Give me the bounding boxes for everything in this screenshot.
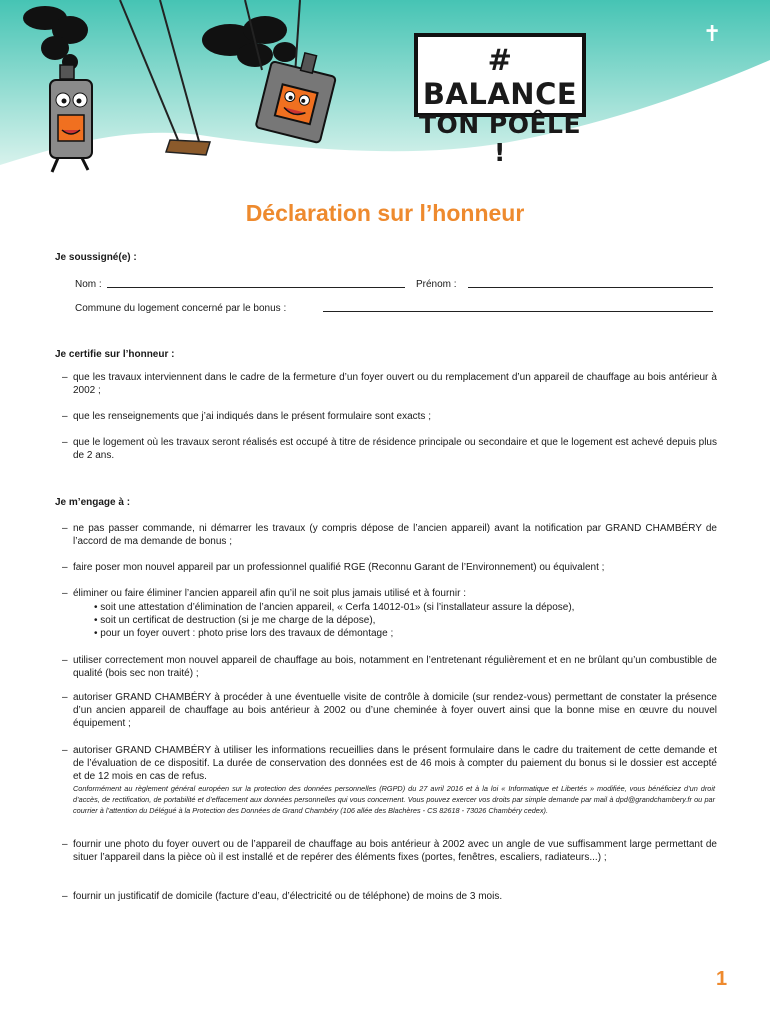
- stove-character-left: [50, 65, 92, 172]
- nom-field[interactable]: [107, 278, 405, 288]
- nom-label: Nom :: [75, 279, 102, 290]
- list-item: – fournir un justificatif de domicile (facture d’eau, d’électricité ou de téléphone) de moins de 3 mois.: [62, 891, 503, 902]
- list-item: – autoriser GRAND CHAMBÉRY à procéder à une éventuelle visite de contrôle à domicile (sur rendez-vous) permettant de constater la présence d’un ancien appareil de chauffage au bois antérieur à 2002 ou d’une cheminée à foyer ouvert ainsi que la bonne mise en œuvre du nouvel équipement ;: [62, 692, 717, 729]
- prenom-label: Prénom :: [416, 279, 457, 290]
- list-item: – autoriser GRAND CHAMBÉRY à utiliser les informations recueillies dans le présent formulaire dans le cadre du traitement de cette demande et de l’évaluation de ce dispositif. La durée de conservation des données est de 46 mois à compter du paiement du bonus si le dossier est accepté et de 12 mois en cas de refus.: [62, 745, 717, 782]
- list-item: – éliminer ou faire éliminer l’ancien appareil afin qu’il ne soit plus jamais utilisé et à fournir :: [62, 588, 466, 599]
- logo-line-2: TON POÊLE !: [418, 110, 582, 167]
- campaign-logo: [414, 33, 586, 167]
- cross-icon: ✝: [703, 22, 722, 47]
- sub-list-item: • pour un foyer ouvert : photo prise lors des travaux de démontage ;: [94, 628, 394, 639]
- certify-heading: Je certifie sur l’honneur :: [55, 349, 175, 360]
- commune-label: Commune du logement concerné par le bonus :: [75, 303, 287, 314]
- logo-line-1: # BALANCE: [422, 43, 578, 111]
- list-item: – faire poser mon nouvel appareil par un professionnel qualifié RGE (Reconnu Garant de l’Environnement) ou équivalent ;: [62, 562, 605, 573]
- page-number: 1: [716, 968, 728, 990]
- engage-heading: Je m’engage à :: [55, 497, 131, 508]
- sub-list-item: • soit un certificat de destruction (si je me charge de la dépose),: [94, 615, 376, 626]
- list-item: – fournir une photo du foyer ouvert ou de l’appareil de chauffage au bois antérieur à 2002 avec un angle de vue suffisamment large permettant de situer l’appareil dans la pièce où il est installé et de repérer des éléments fixes (portes, fenêtres, escaliers, radiateurs...) ;: [62, 839, 717, 863]
- page-title: Déclaration sur l’honneur: [245, 200, 525, 226]
- prenom-field[interactable]: [468, 278, 713, 288]
- intro-label: Je soussigné(e) :: [55, 252, 137, 263]
- commune-field[interactable]: [323, 302, 713, 312]
- list-item: – que les renseignements que j’ai indiqués dans le présent formulaire sont exacts ;: [62, 411, 431, 422]
- header-illustration: [0, 0, 770, 200]
- list-item: – que les travaux interviennent dans le cadre de la fermeture d’un foyer ouvert ou du remplacement d’un appareil de chauffage au bois antérieur à 2002 ;: [62, 372, 717, 396]
- rgpd-note: Conformément au règlement général européen sur la protection des données personnelles (RGPD) du 27 avril 2016 et à la loi « Informatique et Libertés » modifiée, vous bénéficiez d’un droit d’accès, de rectification, de portabilité et d’effacement aux données personnelles qui vous concernent. Vous pouvez exercer vos droits par simple demande par mail à dpd@grandchambery.fr ou par courrier à l’attention du Délégué à la Protection des Données de Grand Chambéry (106 allée des Blachères - CS 82618 - 73026 Chambéry cedex).: [73, 784, 715, 815]
- list-item: – utiliser correctement mon nouvel appareil de chauffage au bois, notamment en l’entretenant régulièrement et en ne brûlant qu’un combustible de qualité (bois sec non traité) ;: [62, 655, 717, 679]
- list-item: – que le logement où les travaux seront réalisés est occupé à titre de résidence principale ou secondaire et que le logement est achevé depuis plus de 2 ans.: [62, 437, 717, 461]
- list-item: – ne pas passer commande, ni démarrer les travaux (y compris dépose de l’ancien appareil) avant la notification par GRAND CHAMBÉRY de l’accord de ma demande de bonus ;: [62, 523, 717, 547]
- sub-list-item: • soit une attestation d’élimination de l’ancien appareil, « Cerfa 14012-01» (si l’installateur assure la dépose),: [94, 602, 575, 613]
